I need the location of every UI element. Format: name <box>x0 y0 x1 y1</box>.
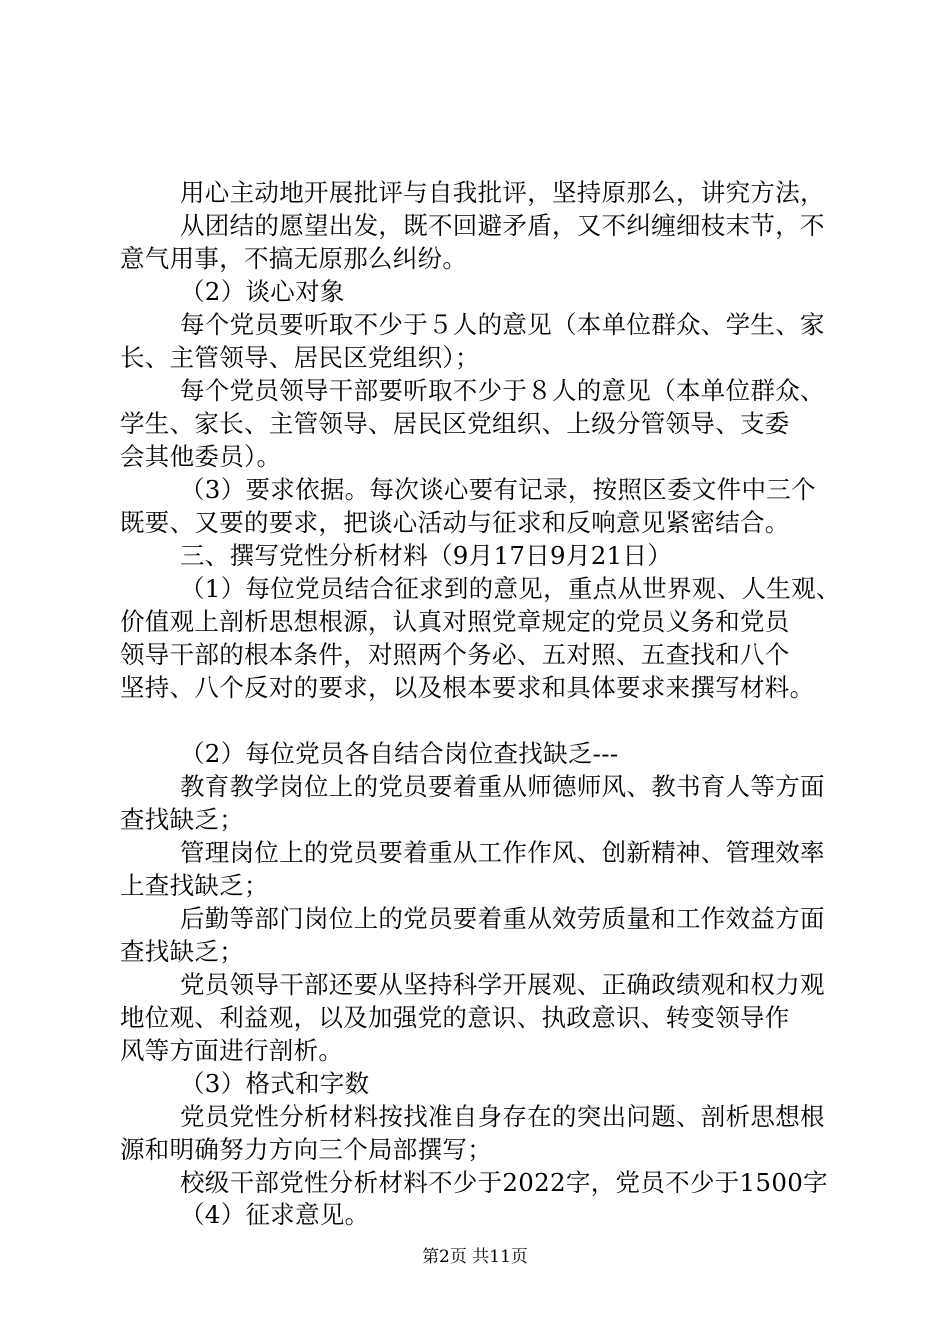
text-line: 用心主动地开展批评与自我批评，坚持原那么，讲究方法， <box>180 178 825 207</box>
text-line: （3）要求依据。每次谈心要有记录，按照区委文件中三个 <box>180 475 816 504</box>
text-line: 校级干部党性分析材料不少于2022字，党员不少于1500字 <box>180 1168 828 1197</box>
text-line: 每个党员领导干部要听取不少于８人的意见（本单位群众、 <box>180 376 825 405</box>
text-line: 意气用事，不搞无原那么纠纷。 <box>120 244 468 273</box>
text-line: 查找缺乏； <box>120 805 244 834</box>
text-line: 领导干部的根本条件，对照两个务必、五对照、五查找和八个 <box>120 640 790 669</box>
text-line: 每个党员要听取不少于５人的意见（本单位群众、学生、家 <box>180 310 825 339</box>
text-line: 风等方面进行剖析。 <box>120 1036 344 1065</box>
text-line: 后勤等部门岗位上的党员要着重从效劳质量和工作效益方面 <box>180 904 825 933</box>
text-line: 坚持、八个反对的要求，以及根本要求和具体要求来撰写材料。 <box>120 673 815 702</box>
text-line: 管理岗位上的党员要着重从工作作风、创新精神、管理效率 <box>180 838 825 867</box>
section-heading: 三、撰写党性分析材料（9月17日9月21日） <box>180 541 673 570</box>
section-heading: （2）谈心对象 <box>180 277 345 306</box>
text-line: 价值观上剖析思想根源，认真对照党章规定的党员义务和党员 <box>120 607 790 636</box>
section-heading: （3）格式和字数 <box>180 1069 370 1098</box>
text-line: 源和明确努力方向三个局部撰写； <box>120 1135 492 1164</box>
text-line: 教育教学岗位上的党员要着重从师德师风、教书育人等方面 <box>180 772 825 801</box>
text-line: 会其他委员）。 <box>120 442 282 471</box>
text-line: 既要、又要的要求，把谈心活动与征求和反响意见紧密结合。 <box>120 508 790 537</box>
text-line: 长、主管领导、居民区党组织）； <box>120 343 480 372</box>
text-line: 党员党性分析材料按找准自身存在的突出问题、剖析思想根 <box>180 1102 825 1131</box>
text-line: （1）每位党员结合征求到的意见，重点从世界观、人生观、 <box>180 574 841 603</box>
text-line: 学生、家长、主管领导、居民区党组织、上级分管领导、支委 <box>120 409 790 438</box>
page-indicator: 第2页 共11页 <box>422 1247 528 1267</box>
section-heading: （4）征求意见。 <box>180 1200 370 1229</box>
text-line: 地位观、利益观，以及加强党的意识、执政意识、转变领导作 <box>120 1003 790 1032</box>
text-line: （2）每位党员各自结合岗位查找缺乏--- <box>180 739 619 768</box>
text-line: 党员领导干部还要从坚持科学开展观、正确政绩观和权力观 <box>180 970 825 999</box>
text-line: 从团结的愿望出发，既不回避矛盾，又不纠缠细枝末节，不 <box>180 211 825 240</box>
text-line: 上查找缺乏； <box>120 871 269 900</box>
text-line: 查找缺乏； <box>120 937 244 966</box>
